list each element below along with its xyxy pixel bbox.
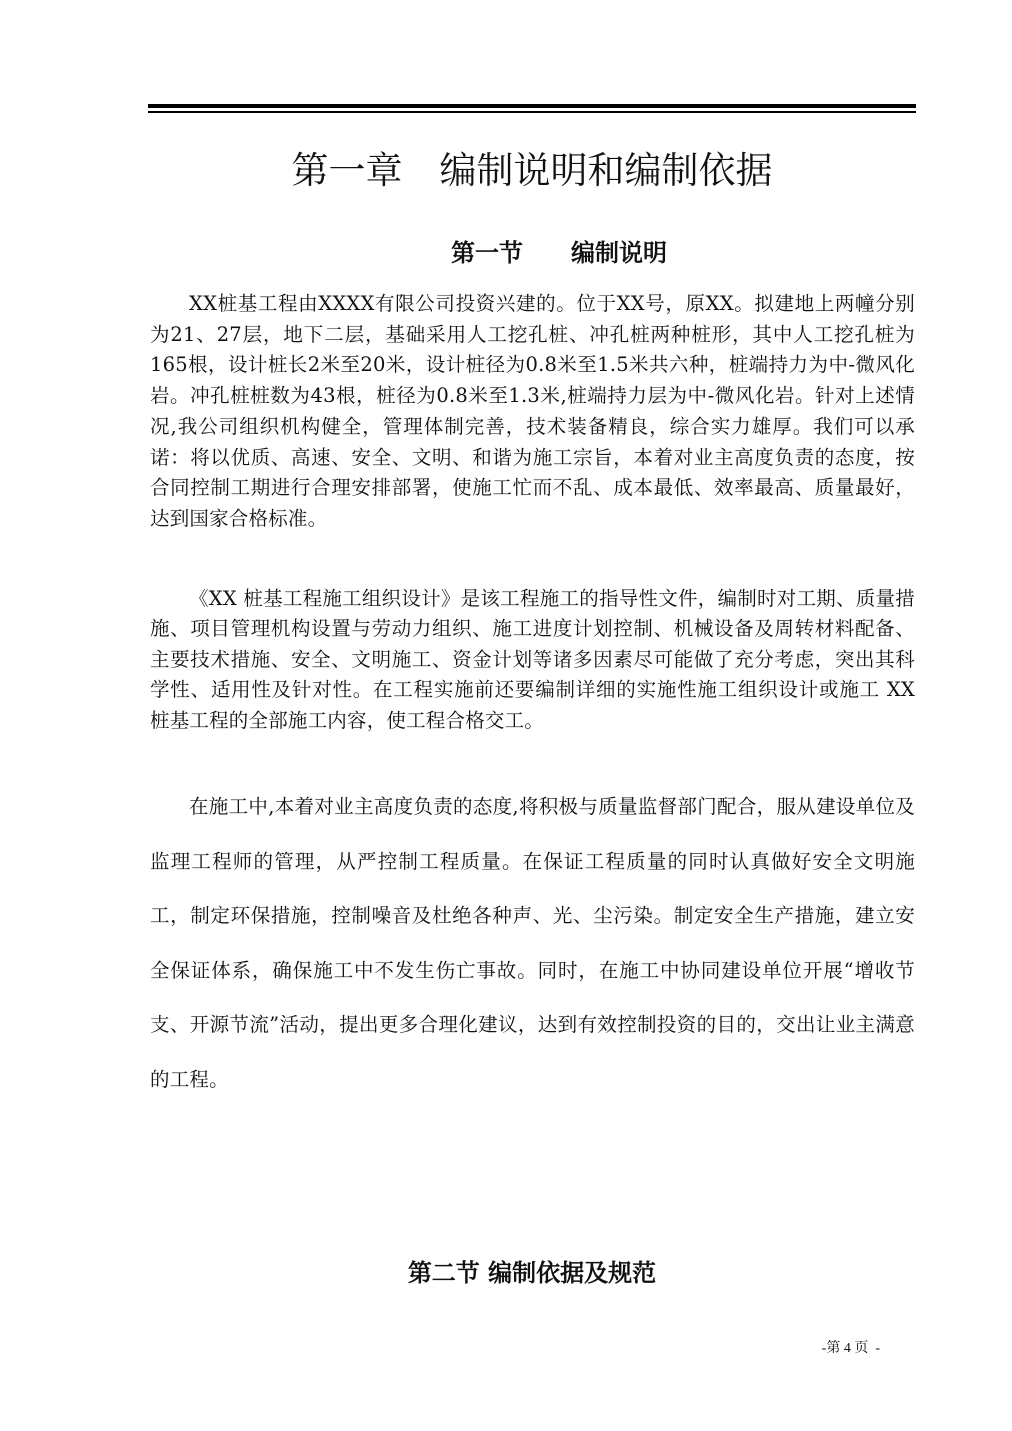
body-paragraph-3: 在施工中,本着对业主高度负责的态度,将积极与质量监督部门配合，服从建设单位及监理工程师的管理，从严控制工程质量。在保证工程质量的同时认真做好安全文明施工，制定环保措施，控制噪音及杜绝各种声、光、尘污染。制定安全生产措施，建立安全保证体系，确保施工中不发生伤亡事故。同时，在施工中协同建设单位开展“增收节支、开源节流”活动，提出更多合理化建议，达到有效控制投资的目的，交出让业主满意的工程。 [150,795,915,1091]
header-rule-thin [148,111,916,113]
chapter-title: 第一章 编制说明和编制依据 [291,149,773,192]
body-paragraph-2: 《XX 桩基工程施工组织设计》是该工程施工的指导性文件，编制时对工期、质量措施、项目管理机构设置与劳动力组织、施工进度计划控制、机械设备及周转材料配备、主要技术措施、安全、文明施工、资金计划等诸多因素尽可能做了充分考虑，突出其科学性、适用性及针对性。在工程实施前还要编制详细的实施性施工组织设计或施工 XX 桩基工程的全部施工内容，使工程合格交工。 [150,587,915,732]
section-title-1: 第一节 编制说明 [451,238,667,267]
page-number-footer: -第 4 页 - [821,1341,880,1356]
section-title-2: 第二节 编制依据及规范 [407,1258,657,1287]
body-paragraph-1: XX桩基工程由XXXX有限公司投资兴建的。位于XX号，原XX。拟建地上两幢分别为21、27层，地下二层，基础采用人工挖孔桩、冲孔桩两种桩形，其中人工挖孔桩为165根，设计桩长2米至20米，设计桩径为0.8米至1.5米共六种，桩端持力为中-微风化岩。冲孔桩桩数为43根，桩径为0.8米至1.3米,桩端持力层为中-微风化岩。针对上述情况,我公司组织机构健全，管理体制完善，技术装备精良，综合实力雄厚。我们可以承诺：将以优质、高速、安全、文明、和谐为施工宗旨，本着对业主高度负责的态度，按合同控制工期进行合理安排部署，使施工忙而不乱、成本最低、效率最高、质量最好，达到国家合格标准。 [150,292,915,530]
header-rule-thick [148,104,916,108]
